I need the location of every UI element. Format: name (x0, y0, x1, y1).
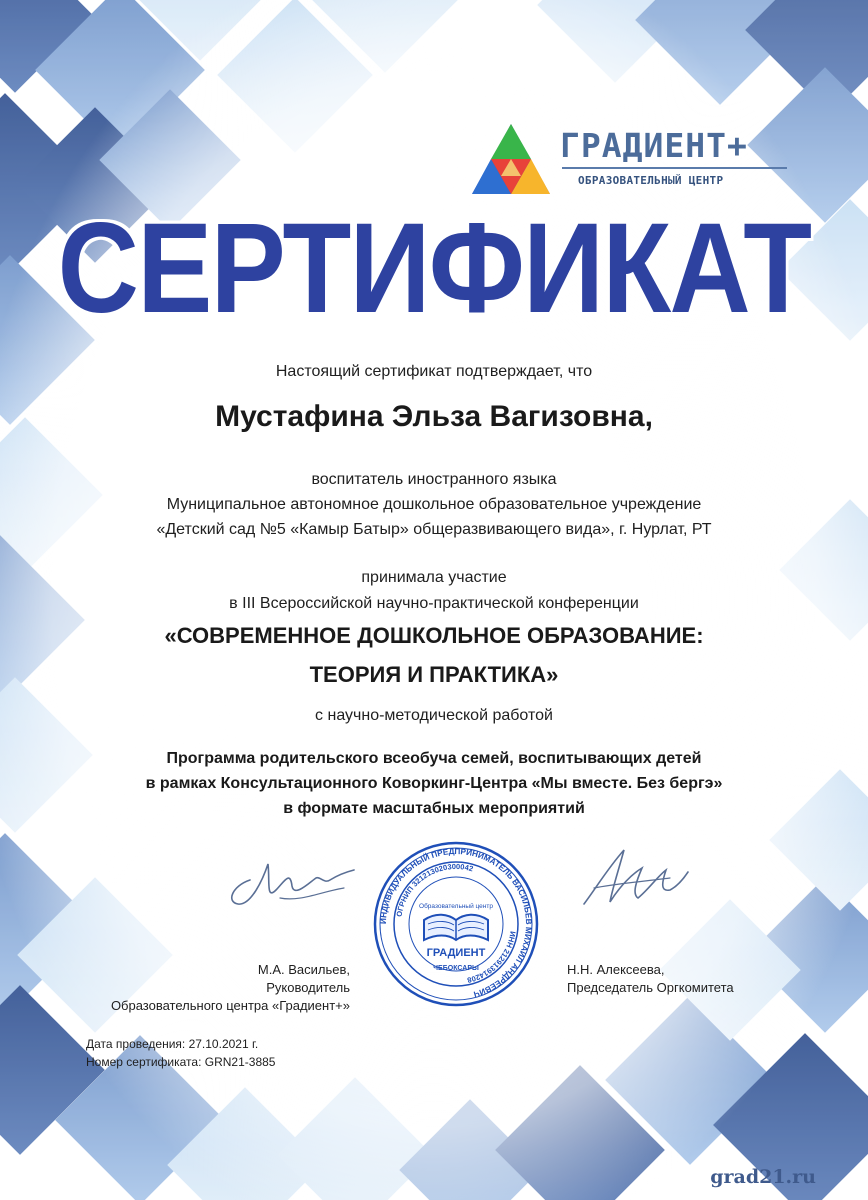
stamp-ogrn: ОГРНИП 321213020300042 (394, 861, 475, 918)
logo-subtitle: ОБРАЗОВАТЕЛЬНЫЙ ЦЕНТР (578, 174, 724, 187)
official-stamp (372, 840, 540, 1008)
recipient-position: воспитатель иностранного языка (311, 471, 557, 488)
event-date: Дата проведения: 27.10.2021 г. (86, 1037, 259, 1051)
right-signatory-role: Председатель Оргкомитета (567, 980, 734, 995)
recipient-name: Мустафина Эльза Вагизовна, (215, 400, 653, 433)
left-signatory (111, 961, 350, 1015)
left-signatory-role: Руководитель (266, 980, 350, 995)
book-icon (424, 915, 488, 940)
intro-text: Настоящий сертификат подтверждает, что (275, 363, 593, 380)
conference-title-line1: «СОВРЕМЕННОЕ ДОШКОЛЬНОЕ ОБРАЗОВАНИЕ: (164, 623, 704, 648)
work-title-line1: Программа родительского всеобуча семей, воспитывающих детей (166, 750, 702, 767)
left-signatory-org: Образовательного центра «Градиент+» (110, 998, 350, 1013)
recipient-org-line1: Муниципальное автономное дошкольное образовательное учреждение (166, 496, 702, 513)
conference-title-line2: ТЕОРИЯ И ПРАКТИКА» (309, 662, 559, 687)
website-link[interactable]: grad21.ru (710, 1166, 816, 1188)
logo-divider (562, 167, 787, 169)
stamp-outer-text: ИНДИВИДУАЛЬНЫЙ ПРЕДПРИНИМАТЕЛЬ ВАСИЛЬЕВ МИХАИЛ АНДРЕЕВИЧ (378, 846, 534, 999)
triangle-logo-icon (470, 122, 552, 196)
stamp-inner: Образовательный центр (419, 903, 493, 910)
certificate-title: СЕРТИФИКАТ (57, 197, 811, 340)
stamp-center: ГРАДИЕНТ (426, 947, 486, 959)
certificate-number: Номер сертификата: GRN21-3885 (86, 1055, 276, 1069)
left-signatory-name: М.А. Васильев, (257, 962, 350, 977)
work-title-line3: в формате масштабных мероприятий (283, 800, 585, 817)
participation-line1: принимала участие (361, 569, 507, 586)
right-signatory (567, 961, 734, 997)
participation-line2: в III Всероссийской научно-практической конференции (229, 595, 639, 612)
right-signatory-name: Н.Н. Алексеева, (567, 962, 665, 977)
stamp-inn: ИНН 212913914208 (466, 930, 518, 985)
logo (470, 118, 790, 198)
signature-right (574, 838, 694, 918)
stamp-city: ЧЕБОКСАРЫ (433, 965, 479, 972)
logo-name: ГРАДИЕНТ+ (560, 126, 748, 165)
work-intro: с научно-методической работой (315, 707, 553, 724)
recipient-org-line2: «Детский сад №5 «Камыр Батыр» общеразвивающего вида», г. Нурлат, РТ (156, 521, 712, 538)
work-title-line2: в рамках Консультационного Коворкинг-Центра «Мы вместе. Без бергэ» (145, 775, 723, 792)
signature-left (220, 842, 360, 922)
